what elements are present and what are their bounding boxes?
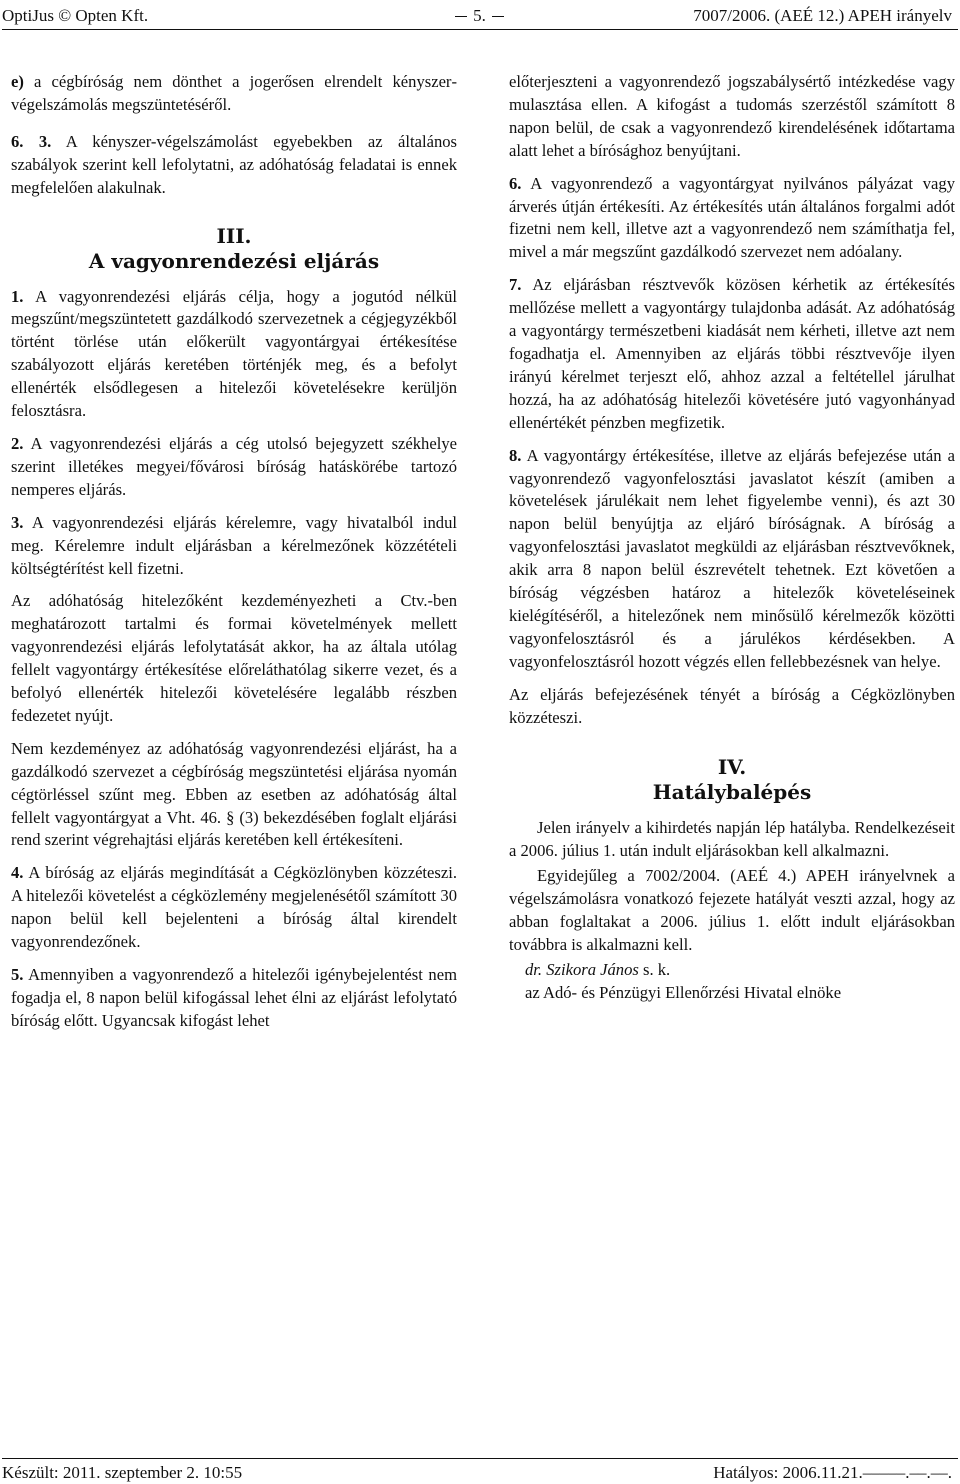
- paragraph-text: A vagyonrendezési eljárás célja, hogy a jogutód nélkül megszűnt/megszüntetett gazdálkodó szervezetnek a cégjegyzékből történt törlése után előkerült vagyontárgyai értékesítése szabályozott eljárás keretében történjék meg, és a befolyt ellenérték elsődlegesen a hitelezői követelésekre kerüljön felosztásra.: [11, 286, 457, 421]
- paragraph-2: [11, 433, 457, 502]
- page-footer: [2, 1463, 952, 1483]
- header-publisher: OptiJus © Opten Kft.: [2, 6, 149, 25]
- right-column: [509, 71, 955, 1005]
- section-heading-iv: [509, 755, 955, 805]
- signatory-title: az Adó- és Pénzügyi Ellenőrzési Hivatal elnöke: [525, 982, 842, 1002]
- section-title: A vagyonrendezési eljárás: [88, 248, 380, 273]
- paragraph-text: A vagyonrendező a vagyontárgyat nyilvános pályázat vagy árverés útján értékesíti. Az értékesítés után általános forgalmi adót fizetni nem kell, illetve azt a vagyonrendező nem számíthatja fel, mivel a már megszűnt gazdálkodó szervezet nem adóalany.: [509, 173, 955, 262]
- paragraph-8b: Az eljárás befejezésének tényét a bíróság a Cégközlönyben közzéteszi.: [509, 684, 955, 727]
- paragraph-5-continued: előterjeszteni a vagyonrendező jogszabálysértő intézkedése vagy mulasztása ellen. A kifogást a tudomás szerzéstől számított 8 napon belül, de csak a vagyonrendező kirendelésének időtartama alatt lehet a bírósághoz benyújtani.: [509, 72, 955, 160]
- paragraph-e: [11, 71, 457, 117]
- paragraph-text: A vagyontárgy értékesítése, illetve az eljárás befejezése után a vagyonrendező vagyonfelosztási javaslatot készít (amiben a követelések járulékait nem lehet figyelembe venni), és azt 30 napon belül benyújtja az eljáró bíróságnak. A bíróság a vagyonfelosztási javaslatot megküldi az eljárásban résztvevőknek, akik arra 8 napon belül észrevételt tehetnek. Ezt követően a bíróság végzésben határoz a hitelezők követeléseinek kielégítéséről, a hitelezőnek nem minősülő kérelmezők közötti vagyonfelosztásról és a járulékos kérdésekben. A vagyonfelosztásról hozott végzés ellen fellebbezésnek van helye.: [509, 445, 955, 671]
- paragraph-text: A bíróság az eljárás megindítását a Cégközlönyben közzéteszi. A hitelezői követelést a cégközlemény megjelenésétől számított 30 napon belül kell bejelenteni a bíróság által kirendelt vagyonrendezőnek.: [11, 863, 457, 952]
- paragraph-1: [11, 286, 457, 423]
- paragraph-number: 3.: [11, 512, 24, 532]
- paragraph-number: e): [11, 72, 24, 91]
- section-heading-iii: [11, 224, 457, 274]
- header-page-number: 5.: [457, 6, 502, 26]
- paragraph-3b: Az adóhatóság hitelezőként kezdeményezheti a Ctv.-ben meghatározott tartalmi és formai követelmények mellett vagyonrendezési eljárás lefolytatását akkor, ha az általa utólag fellelt vagyontárgy értékesítése előreláthatólag sikerre vezet, és a befolyó ellenérték hitelezői követelésére legalább részben fedezetet nyújt.: [11, 591, 457, 725]
- section-number: III.: [216, 223, 252, 248]
- paragraph-5: [11, 964, 457, 1033]
- header-divider: [2, 29, 958, 30]
- paragraph-text: Az eljárásban résztvevők közösen kérhetik az értékesítés mellőzése mellett a vagyontárgy tulajdonba adását. Az adóhatóság a vagyontárgy természetbeni kiadását nem kérheti, illetve azt nem fogadhatja el. Amennyiben az eljárás többi résztvevője ilyen irányú kérelmet terjeszt elő, ahhoz azzal a feltétellel járulhat hozzá, ha az adóhatóság hitelezői követésére jutó vagyonhányad ellenértékét pénzben megfizetik.: [509, 275, 955, 432]
- paragraph-number: 4.: [11, 863, 24, 883]
- footer-divider: [2, 1458, 958, 1459]
- signature-name: [509, 959, 955, 982]
- paragraph-4: [11, 862, 457, 954]
- section-number: IV.: [717, 755, 747, 780]
- paragraph-number: 7.: [509, 275, 522, 295]
- signature-suffix: s. k.: [638, 959, 671, 979]
- paragraph-3c: Nem kezdeményez az adóhatóság vagyonrendezési eljárást, ha a gazdálkodó szervezet a cégbíróság megszüntetési eljárása nyomán cégtörléssel szűnt meg. Ebben az esetben az adóhatóság által fellelt vagyontárgyat a Vht. 46. § (3) bekezdésében foglalt eljárási rend szerint végrehajtási eljárás keretében kell értékesíteni.: [11, 738, 457, 850]
- paragraph-3: [11, 512, 457, 581]
- paragraph-text: A vagyonrendezési eljárás kérelemre, vagy hivatalból indul meg. Kérelemre indult eljárásban a kérelmezőnek közzétételi költségtérítést kell fizetni.: [11, 512, 457, 578]
- signatory-name: dr. Szikora János: [525, 959, 639, 979]
- header-document-title: 7007/2006. (AEÉ 12.) APEH irányelv: [693, 6, 952, 25]
- paragraph-number: 6.: [509, 173, 522, 193]
- footer-created: Készült: 2011. szeptember 2. 10:55: [2, 1463, 243, 1482]
- paragraph-number: 6. 3.: [11, 131, 52, 151]
- paragraph-number: 1.: [11, 286, 24, 306]
- paragraph-text: A vagyonrendezési eljárás a cég utolsó bejegyzett székhelye szerint illetékes megyei/fővárosi bíróság hatáskörébe tartozó nemperes eljárás.: [11, 433, 457, 499]
- paragraph-text: A kényszer-végelszámolást egyebekben az általános szabályok szerint kell lefolytatni, az adóhatóság feladatai is ennek megfelelően alakulnak.: [11, 131, 457, 197]
- left-column: [11, 71, 457, 1043]
- paragraph-text: Amennyiben a vagyonrendező a hitelezői igénybejelentést nem fogadja el, 8 napon belül kifogással lehet élni az eljárást lefolytató bíróság előtt. Ugyancsak kifogást lehet: [11, 965, 457, 1030]
- paragraph-8: [509, 445, 955, 674]
- paragraph-number: 2.: [11, 433, 24, 453]
- paragraph-6-3: [11, 131, 457, 200]
- paragraph-7: [509, 274, 955, 434]
- paragraph-number: 8.: [509, 445, 522, 465]
- paragraph-number: 5.: [11, 965, 24, 984]
- paragraph-iv-1: Jelen irányelv a kihirdetés napján lép hatályba. Rendelkezéseit a 2006. július 1. után indult eljárásokban kell alkalmazni.: [509, 818, 955, 861]
- paragraph-iv-2: Egyidejűleg a 7002/2004. (AEÉ 4.) APEH irányelvnek a végelszámolásra vonatkozó fejezete hatályát veszti azzal, hogy az abban foglaltakat a 2006. július 1. előtt indult eljárásokban továbbra is alkalmazni kell.: [509, 866, 955, 954]
- section-title: Hatálybalépés: [652, 780, 812, 805]
- footer-effective: Hatályos: 2006.11.21.–––––.––.––.: [713, 1463, 952, 1482]
- paragraph-6: [509, 173, 955, 265]
- paragraph-text: a cégbíróság nem dönthet a jogerősen elrendelt kényszervégelszámolás megszüntetéséről.: [11, 72, 457, 114]
